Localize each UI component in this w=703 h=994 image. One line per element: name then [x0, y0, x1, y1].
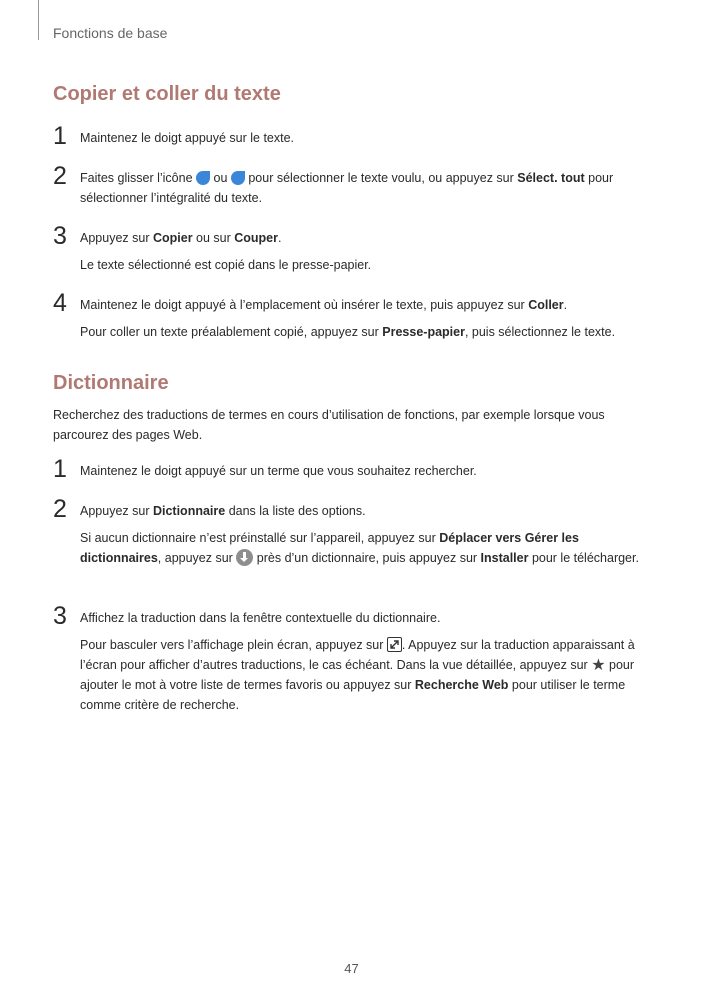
section-heading-copy-paste: Copier et coller du texte	[53, 83, 281, 105]
step-text: Affichez la traduction dans la fenêtre contextuelle du dictionnaire.	[80, 611, 441, 625]
dict-step-2	[53, 495, 653, 568]
dict-step-1	[53, 455, 653, 483]
copy-step-4	[53, 289, 653, 342]
step-number: 4	[53, 289, 67, 317]
step-text: Appuyez sur Copier ou sur Couper.	[80, 231, 282, 245]
step-text: Faites glisser l’icône ou pour sélectionner le texte voulu, ou appuyez sur Sélect. tout pour sélectionner l’intégralité du texte.	[80, 171, 614, 205]
step-number: 2	[53, 162, 67, 190]
step-note: Le texte sélectionné est copié dans le presse-papier.	[80, 258, 372, 272]
page-number: 47	[344, 961, 359, 976]
step-number: 2	[53, 495, 67, 523]
step-number: 1	[53, 455, 67, 483]
star-icon: ★	[591, 657, 606, 674]
step-text: Maintenez le doigt appuyé sur un terme que vous souhaitez rechercher.	[80, 464, 477, 478]
copy-step-1	[53, 122, 653, 150]
selection-handle-left-icon	[196, 171, 210, 185]
step-note: Pour basculer vers l’affichage plein écran, appuyez sur . Appuyez sur la traduction apparaissant à l’écran pour afficher d’autres traductions, le cas échéant. Dans la vue détaillée, appuyez sur ★ pour ajouter le mot à votre liste de termes favoris ou appuyez sur Recherche Web pour utiliser le terme comme critère de recherche.	[80, 638, 635, 712]
step-note: Si aucun dictionnaire n’est préinstallé sur l’appareil, appuyez sur Déplacer vers Gérer les dictionnaires, appuyez sur près d’un dictionnaire, puis appuyez sur Installer pour le télécharger.	[80, 531, 639, 565]
step-number: 3	[53, 602, 67, 630]
selection-handle-right-icon	[231, 171, 245, 185]
download-icon	[236, 549, 253, 566]
step-note: Pour coller un texte préalablement copié, appuyez sur Presse-papier, puis sélectionnez le texte.	[80, 325, 616, 339]
step-text: Appuyez sur Dictionnaire dans la liste des options.	[80, 504, 366, 518]
dict-step-3	[53, 602, 653, 715]
step-number: 1	[53, 122, 67, 150]
step-text: Maintenez le doigt appuyé sur le texte.	[80, 131, 295, 145]
step-number: 3	[53, 222, 67, 250]
dictionary-intro: Recherchez des traductions de termes en cours d’utilisation de fonctions, par exemple lorsque vous parcourez des pages Web.	[53, 408, 605, 442]
copy-step-3	[53, 222, 653, 275]
section-heading-dictionary: Dictionnaire	[53, 372, 169, 394]
copy-step-2	[53, 162, 653, 208]
step-text: Maintenez le doigt appuyé à l’emplacement où insérer le texte, puis appuyez sur Coller.	[80, 298, 568, 312]
header-title: Fonctions de base	[53, 25, 168, 41]
header-rule	[38, 0, 39, 40]
fullscreen-icon	[387, 637, 402, 652]
